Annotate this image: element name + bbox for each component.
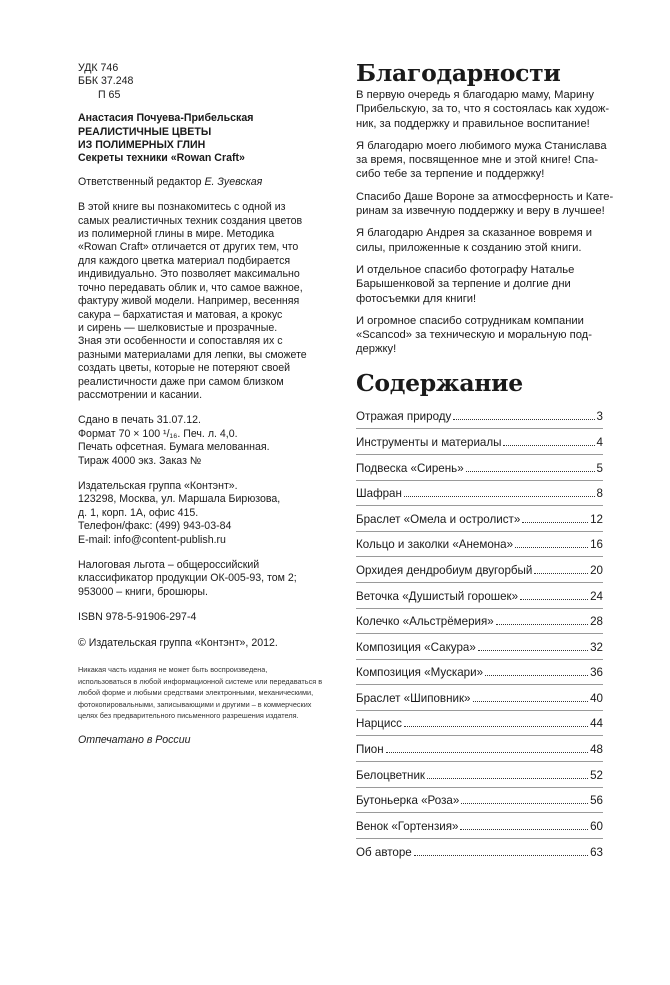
rights-line: Никакая часть издания не может быть воспроизведена, xyxy=(78,665,268,675)
thanks-line: ринам за извечную поддержку и веру в лучшее! xyxy=(356,205,605,218)
annotation-line: и сирень — шелковистые и прозрачные. xyxy=(78,321,278,334)
toc-leader-dots xyxy=(404,496,595,497)
publisher-line: Издательская группа «Контэнт». xyxy=(78,479,238,492)
annotation-line: реалистичности даже при самом близком xyxy=(78,375,284,388)
rights-line: фотокопировальными, записывающими и другими – в коммерческих xyxy=(78,699,312,709)
toc-entry[interactable] xyxy=(356,429,603,455)
toc-entry-title: Браслет «Омела и остролист» xyxy=(356,512,521,526)
toc-leader-dots xyxy=(520,599,588,600)
annotation-line: разными материалами для лепки, вы сможете xyxy=(78,348,307,361)
toc-entry-page: 4 xyxy=(596,435,603,449)
tax-line: классификатор продукции ОК-005-93, том 2; xyxy=(78,572,297,585)
toc-leader-dots xyxy=(461,803,588,804)
toc-entry-title: Композиция «Сакура» xyxy=(356,640,476,654)
tax-details xyxy=(78,559,308,599)
toc-entry-title: Веточка «Душистый горошек» xyxy=(356,589,519,603)
annotation-line: из полимерной глины в мире. Методика xyxy=(78,228,275,241)
table-of-contents xyxy=(356,404,603,865)
toc-leader-dots xyxy=(466,471,595,472)
toc-entry[interactable] xyxy=(356,660,603,686)
book-title-line: ИЗ ПОЛИМЕРНЫХ ГЛИН xyxy=(78,139,206,152)
toc-entry[interactable] xyxy=(356,685,603,711)
toc-entry-title: Нарцисс xyxy=(356,717,402,731)
publisher-details xyxy=(78,480,308,547)
toc-entry[interactable] xyxy=(356,788,603,814)
toc-entry-page: 24 xyxy=(590,589,603,603)
thanks-line: ник, за поддержку и правильное воспитание! xyxy=(356,117,590,130)
toc-entry-title: Пион xyxy=(356,743,384,757)
toc-entry-title: Композиция «Мускари» xyxy=(356,666,484,680)
thanks-text xyxy=(356,88,614,357)
editor-label: Ответственный редактор xyxy=(78,175,202,188)
toc-leader-dots xyxy=(453,419,594,420)
thanks-paragraph xyxy=(356,190,614,219)
print-line: Формат 70 × 100 ¹/₁₆. Печ. л. 4,0. xyxy=(78,427,238,440)
toc-leader-dots xyxy=(404,726,588,727)
toc-entry[interactable] xyxy=(356,609,603,635)
thanks-heading: Благодарности xyxy=(356,59,561,87)
toc-entry-page: 12 xyxy=(590,512,603,526)
toc-entry[interactable] xyxy=(356,736,603,762)
print-line: Тираж 4000 экз. Заказ № xyxy=(78,454,202,467)
toc-entry[interactable] xyxy=(356,839,603,865)
annotation-line: создать цветы, которые не потеряют своей xyxy=(78,362,291,375)
annotation-line: сакура – бархатистая и матовая, а крокус xyxy=(78,308,283,321)
publisher-line: 123298, Москва, ул. Маршала Бирюзова, xyxy=(78,493,281,506)
book-title-block xyxy=(78,112,308,166)
book-title-line: РЕАЛИСТИЧНЫЕ ЦВЕТЫ xyxy=(78,125,212,138)
udk-code: УДК 746 xyxy=(78,62,119,74)
toc-entry[interactable] xyxy=(356,634,603,660)
thanks-line: «Scancod» за техническую и моральную под- xyxy=(356,329,592,342)
annotation-line: фактуру живой модели. Например, весенняя xyxy=(78,295,300,308)
toc-entry-page: 48 xyxy=(590,743,603,757)
toc-entry-title: Венок «Гортензия» xyxy=(356,819,459,833)
tax-line: Налоговая льгота – общероссийский xyxy=(78,559,260,571)
publisher-line: Телефон/факс: (499) 943-03-84 xyxy=(78,520,232,533)
annotation xyxy=(78,201,308,402)
toc-entry-page: 32 xyxy=(590,640,603,654)
toc-leader-dots xyxy=(414,855,588,856)
toc-leader-dots xyxy=(478,650,588,651)
content-column xyxy=(356,58,614,864)
toc-entry[interactable] xyxy=(356,404,603,430)
thanks-line: Я благодарю моего любимого мужа Станислава xyxy=(356,139,607,152)
bbk-code: ББК 37.248 xyxy=(78,75,134,88)
annotation-line: индивидуально. Это позволяет максимально xyxy=(78,268,300,281)
toc-entry[interactable] xyxy=(356,813,603,839)
annotation-line: рассмотрении и касании. xyxy=(78,388,203,401)
toc-entry[interactable] xyxy=(356,455,603,481)
toc-entry-title: Подвеска «Сирень» xyxy=(356,461,464,475)
toc-entry-page: 20 xyxy=(590,563,603,577)
toc-heading: Содержание xyxy=(356,368,523,397)
thanks-line: Барышенковой за терпение и долгие дни xyxy=(356,278,571,291)
toc-entry[interactable] xyxy=(356,762,603,788)
toc-entry-title: Браслет «Шиповник» xyxy=(356,691,471,705)
toc-entry-title: Инструменты и материалы xyxy=(356,435,502,449)
toc-entry-page: 40 xyxy=(590,691,603,705)
thanks-line: фотосъемки для книги! xyxy=(356,292,477,305)
thanks-paragraph xyxy=(356,139,607,182)
toc-entry-title: Шафран xyxy=(356,487,402,501)
thanks-paragraph xyxy=(356,226,603,255)
toc-entry[interactable] xyxy=(356,532,603,558)
rights-notice xyxy=(78,664,323,722)
printed-in: Отпечатано в России xyxy=(78,733,191,746)
toc-leader-dots xyxy=(534,573,588,574)
editor-credit xyxy=(78,176,308,189)
annotation-line: самых реалистичных техник создания цветов xyxy=(78,214,303,227)
annotation-line: Зная эти особенности и сопоставляя их с xyxy=(78,335,283,348)
toc-entry[interactable] xyxy=(356,583,603,609)
toc-leader-dots xyxy=(485,675,588,676)
annotation-line: «Rowan Craft» отличается от других тем, что xyxy=(78,241,299,254)
book-author: Анастасия Почуева-Прибельская xyxy=(78,112,254,125)
toc-entry-page: 36 xyxy=(590,666,603,680)
toc-entry-page: 44 xyxy=(590,717,603,731)
isbn: ISBN 978-5-91906-297-4 xyxy=(78,611,197,624)
author-code: П 65 xyxy=(98,88,121,101)
toc-entry[interactable] xyxy=(356,506,603,532)
print-line: Сдано в печать 31.07.12. xyxy=(78,414,201,427)
toc-entry-page: 28 xyxy=(590,615,603,629)
tax-line: 953000 – книги, брошюры. xyxy=(78,585,208,598)
toc-leader-dots xyxy=(460,829,588,830)
toc-entry[interactable] xyxy=(356,481,603,507)
thanks-line: И огромное спасибо сотрудникам компании xyxy=(356,314,584,327)
thanks-line: Спасибо Даше Вороне за атмосферность и Кате- xyxy=(356,190,614,203)
toc-entry-page: 5 xyxy=(596,461,603,475)
rights-line: любой форме и любыми средствами электронными, механическими, xyxy=(78,688,314,698)
thanks-paragraph xyxy=(356,88,610,131)
toc-leader-dots xyxy=(503,445,594,446)
toc-entry-page: 8 xyxy=(596,487,603,501)
toc-entry-page: 16 xyxy=(590,538,603,552)
toc-entry-page: 60 xyxy=(590,819,603,833)
toc-leader-dots xyxy=(496,624,588,625)
toc-entry-page: 52 xyxy=(590,768,603,782)
toc-leader-dots xyxy=(473,701,589,702)
annotation-line: точно передавать облик и, что самое важное, xyxy=(78,281,303,294)
thanks-line: держку! xyxy=(356,343,397,356)
toc-entry-title: Орхидея дендробиум двугорбый xyxy=(356,563,533,577)
toc-entry[interactable] xyxy=(356,557,603,583)
thanks-line: силы, приложенные к созданию этой книги. xyxy=(356,241,582,254)
editor-name: Е. Зуевская xyxy=(204,175,263,188)
thanks-paragraph xyxy=(356,314,603,357)
thanks-line: Прибельскую, за то, что я состоялась как худож- xyxy=(356,103,610,116)
publisher-line: д. 1, корп. 1А, офис 415. xyxy=(78,506,199,519)
toc-leader-dots xyxy=(427,778,588,779)
toc-entry-title: Отражая природу xyxy=(356,410,452,424)
annotation-line: В этой книге вы познакомитесь с одной из xyxy=(78,201,286,214)
annotation-line: для каждого цветка материал подбирается xyxy=(78,254,291,267)
rights-line: использоваться в любой информационной системе или передаваться в xyxy=(78,676,323,686)
thanks-line: В первую очередь я благодарю маму, Марину xyxy=(356,89,594,101)
rights-line: целях без предварительного письменного разрешения издателя. xyxy=(78,711,299,721)
book-subtitle: Секреты техники «Rowan Craft» xyxy=(78,152,245,165)
thanks-paragraph xyxy=(356,263,603,306)
publisher-line: E-mail: info@content-publish.ru xyxy=(78,533,226,546)
toc-entry-page: 56 xyxy=(590,794,603,808)
toc-leader-dots xyxy=(515,547,588,548)
thanks-line: за время, посвященное мне и этой книге! Спа- xyxy=(356,154,599,167)
thanks-line: сибо тебе за терпение и поддержку! xyxy=(356,168,545,181)
print-line: Печать офсетная. Бумага мелованная. xyxy=(78,441,270,454)
toc-entry-title: Белоцветник xyxy=(356,768,426,782)
toc-entry-title: Колечко «Альстрёмерия» xyxy=(356,615,494,629)
copyright: © Издательская группа «Контэнт», 2012. xyxy=(78,636,278,649)
toc-entry-page: 3 xyxy=(596,410,603,424)
print-details xyxy=(78,414,308,468)
toc-entry-page: 63 xyxy=(590,846,603,860)
imprint-column xyxy=(78,62,323,747)
thanks-line: Я благодарю Андрея за сказанное вовремя и xyxy=(356,227,592,240)
toc-entry-title: Об авторе xyxy=(356,846,412,860)
toc-entry-title: Кольцо и заколки «Анемона» xyxy=(356,538,514,552)
thanks-line: И отдельное спасибо фотографу Наталье xyxy=(356,263,575,276)
toc-leader-dots xyxy=(522,522,588,523)
toc-leader-dots xyxy=(386,752,588,753)
toc-entry-title: Бутоньерка «Роза» xyxy=(356,794,460,808)
toc-entry[interactable] xyxy=(356,711,603,737)
